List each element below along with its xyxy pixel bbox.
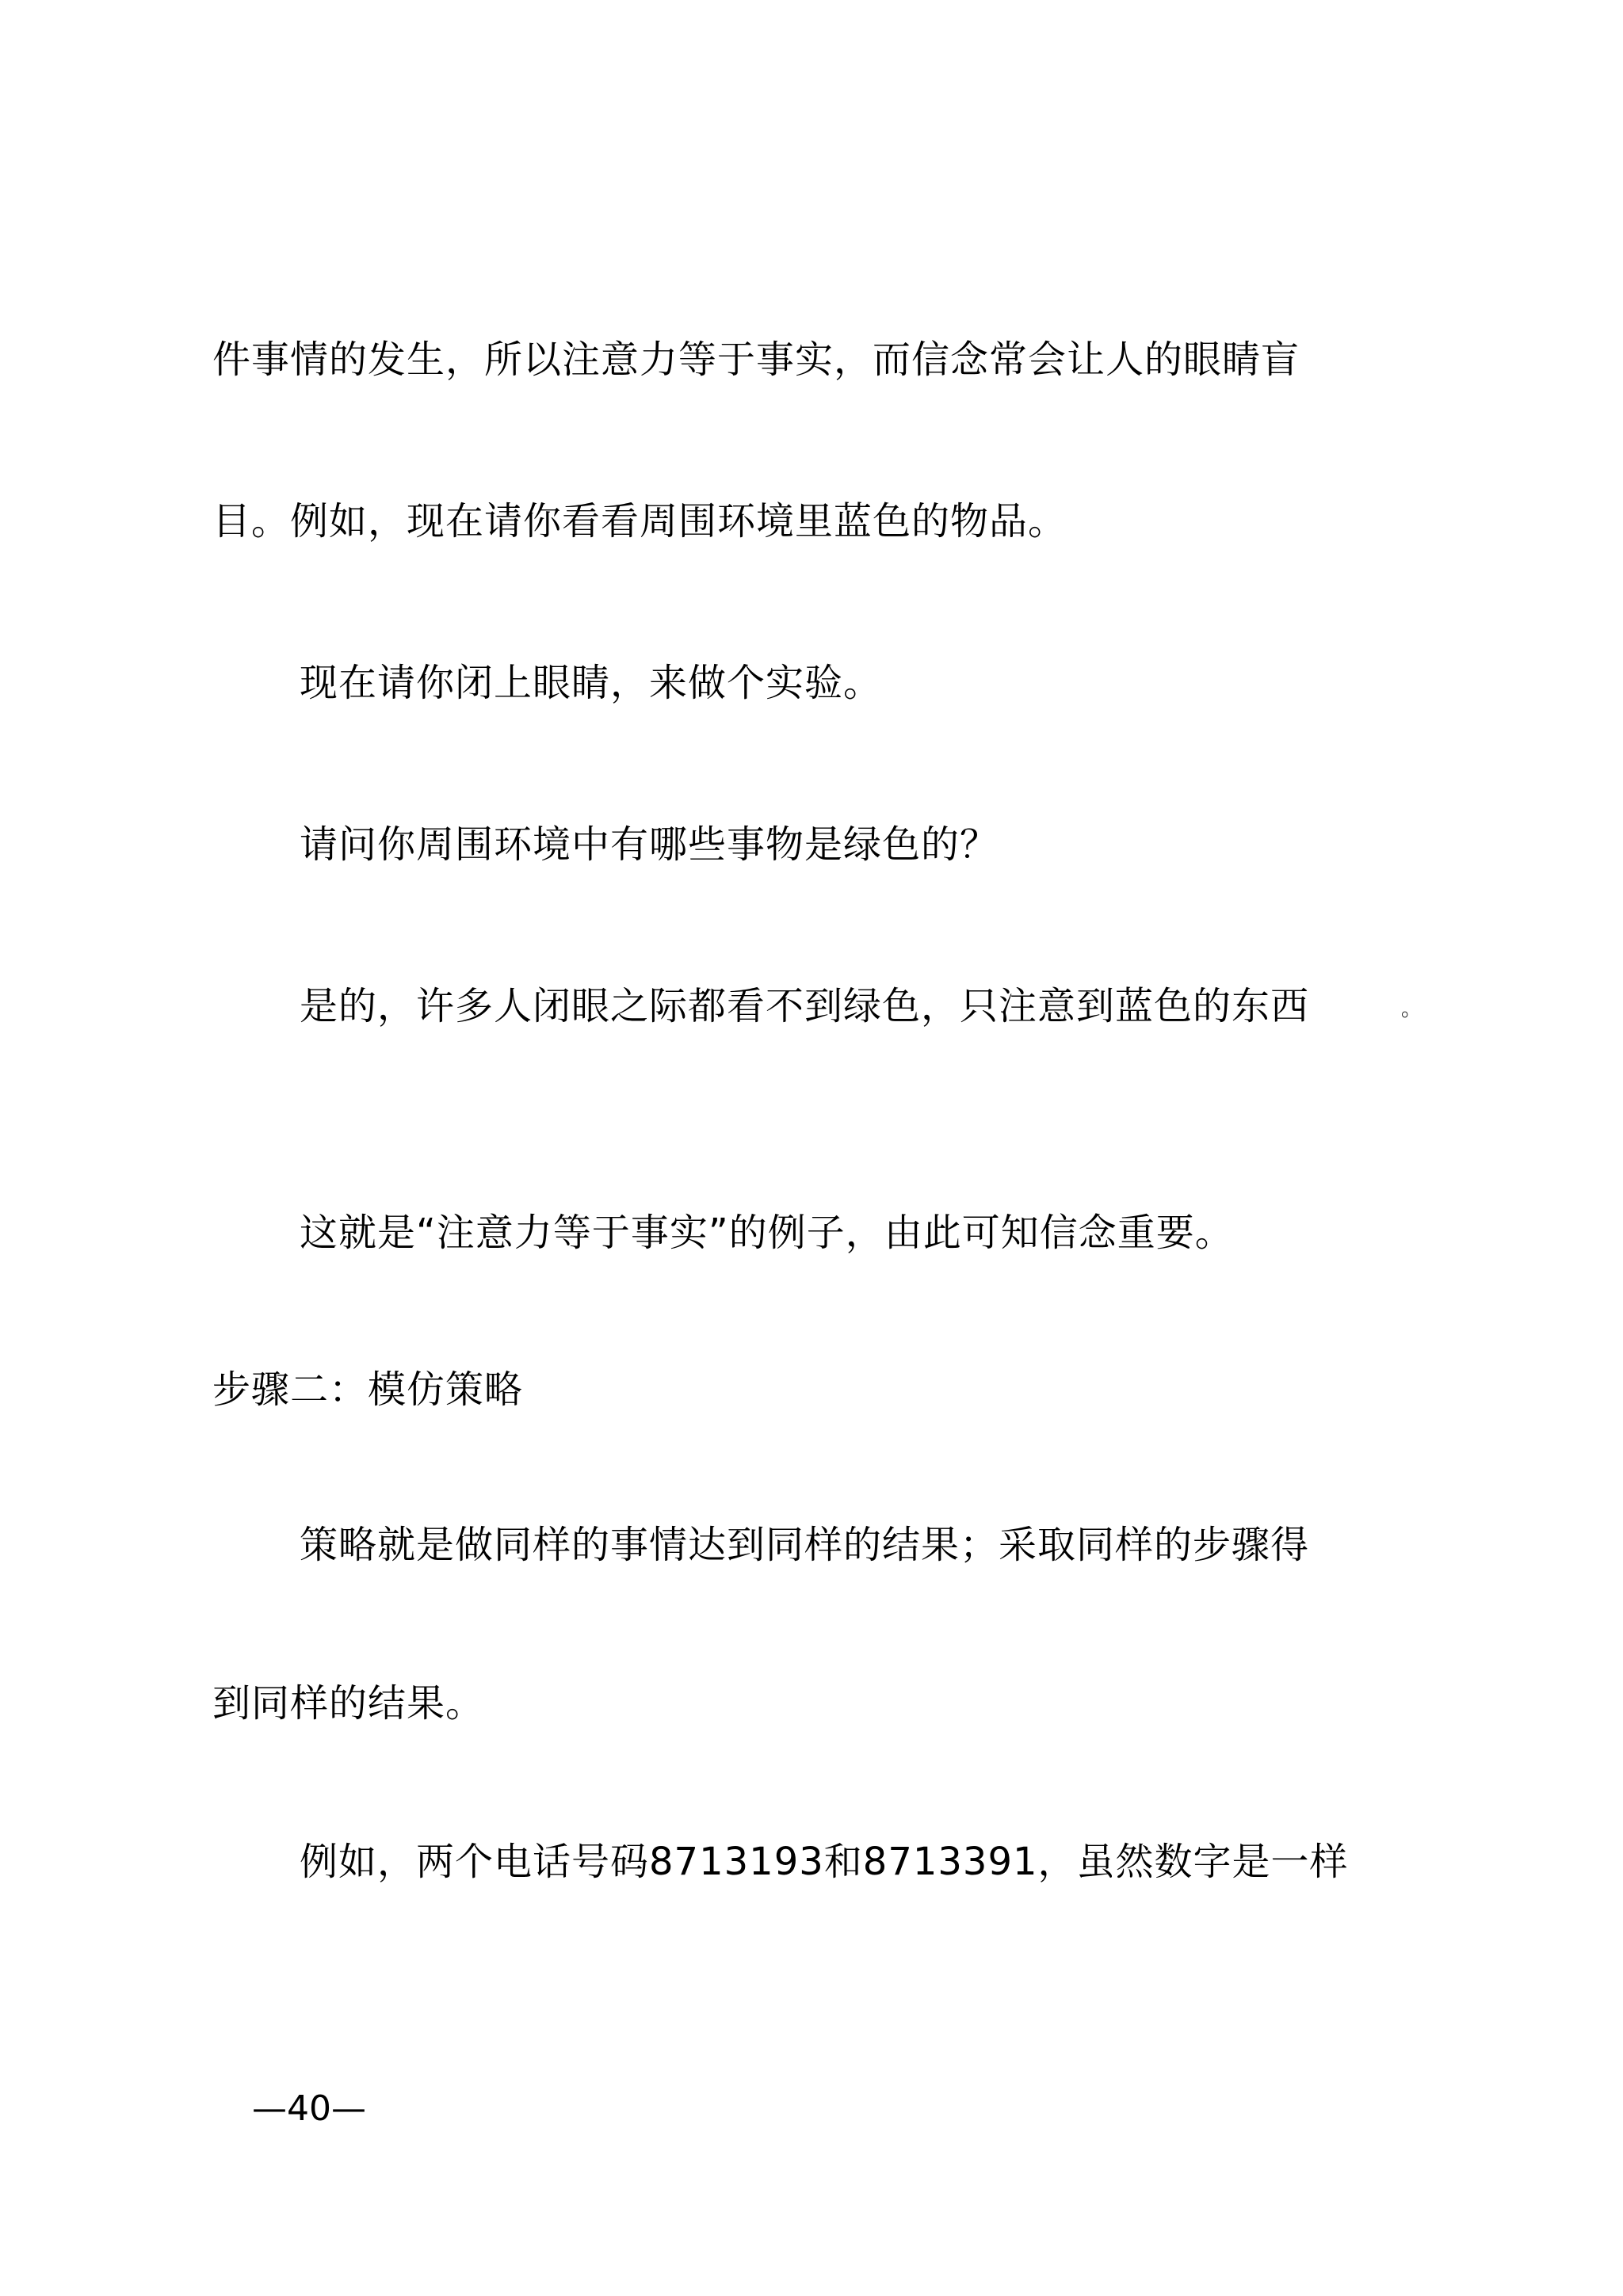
paragraph-line: 这就是“注意力等于事实”的例子，由此可知信念重要。	[300, 1211, 1234, 1255]
paragraph-line: 请问你周围环境中有哪些事物是绿色的？	[300, 822, 999, 867]
paragraph-line: 到同样的结果。	[212, 1681, 485, 1726]
paragraph-line: 件事情的发生，所以注意力等于事实，而信念常会让人的眼睛盲	[212, 338, 1300, 382]
paragraph-line: 是的，许多人闭眼之际都看不到绿色，只注意到蓝色的东西	[300, 984, 1310, 1028]
paragraph-line: 策略就是做同样的事情达到同样的结果；采取同样的步骤得	[300, 1523, 1310, 1567]
section-heading: 步骤二：模仿策略	[212, 1367, 524, 1412]
paragraph-line: 例如，两个电话号码8713193和8713391，虽然数字是一样	[300, 1840, 1349, 1884]
paragraph-line: 目。例如，现在请你看看周围环境里蓝色的物品。	[212, 499, 1067, 543]
overflow-punctuation: 。	[1401, 997, 1423, 1021]
paragraph-line: 现在请你闭上眼睛，来做个实验。	[300, 661, 883, 705]
page-number: —40—	[252, 2088, 366, 2129]
